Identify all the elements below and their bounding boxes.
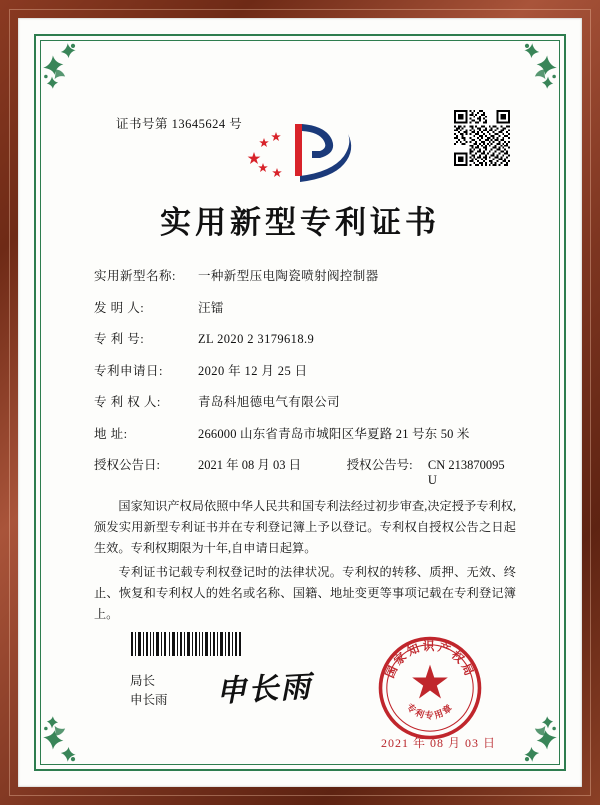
field-row bbox=[94, 329, 516, 347]
field-value: 一种新型压电陶瓷喷射阀控制器 bbox=[198, 269, 379, 283]
signature-title: 局长 bbox=[130, 674, 156, 688]
official-seal bbox=[376, 634, 484, 742]
field-value-2: CN 213870095 U bbox=[427, 458, 505, 487]
field-value: 266000 山东省青岛市城阳区华夏路 21 号东 50 米 bbox=[198, 426, 470, 441]
field-label: 地 址: bbox=[94, 426, 128, 441]
signature-block bbox=[130, 672, 168, 711]
paragraph: 国家知识产权局依照中华人民共和国专利法经过初步审查,决定授予专利权,颁发实用新型专利证书并在专利登记簿上予以登记。专利权自授权公告之日起生效。专利权期限为十年,自申请日起算。 bbox=[94, 499, 516, 555]
field-value: 2021 年 08 月 03 日 bbox=[198, 458, 302, 472]
svg-text:国家知识产权局: 国家知识产权局 bbox=[383, 640, 477, 681]
signature-name: 申长雨 bbox=[130, 693, 168, 708]
emblem-icon bbox=[240, 116, 360, 184]
field-row bbox=[94, 361, 516, 379]
field-row bbox=[94, 392, 516, 410]
field-value: 2020 年 12 月 25 日 bbox=[198, 363, 308, 378]
field-value: 青岛科旭德电气有限公司 bbox=[198, 395, 340, 409]
field-row bbox=[94, 424, 516, 442]
certificate-content bbox=[34, 34, 566, 771]
svg-text:专利专用章: 专利专用章 bbox=[404, 701, 456, 721]
certificate-paper bbox=[18, 18, 582, 787]
field-value: ZL 2020 2 3179618.9 bbox=[198, 332, 315, 346]
patent-office-emblem bbox=[34, 116, 566, 184]
field-label-2: 授权公告号: bbox=[346, 458, 413, 472]
field-row bbox=[94, 266, 516, 284]
certificate-number: 证书号第 13645624 号 bbox=[116, 117, 243, 131]
field-value: 汪镭 bbox=[198, 300, 224, 315]
handwritten-signature: 申长雨 bbox=[215, 669, 314, 710]
certificate-fields bbox=[94, 266, 516, 502]
seal-date: 2021 年 08 月 03 日 bbox=[380, 736, 496, 750]
paragraph: 专利证书记载专利权登记时的法律状况。专利权的转移、质押、无效、终止、恢复和专利权人的姓名或名称、国籍、地址变更等事项记载在专利登记簿上。 bbox=[94, 564, 516, 621]
field-label: 实用新型名称: bbox=[94, 269, 176, 283]
field-label: 专 利 权 人: bbox=[94, 395, 161, 409]
field-row bbox=[94, 298, 516, 316]
field-label: 专利申请日: bbox=[94, 363, 163, 378]
field-label: 专 利 号: bbox=[94, 332, 145, 346]
page-title: 实用新型专利证书 bbox=[160, 205, 440, 240]
field-row-grant bbox=[94, 455, 516, 488]
field-label: 发 明 人: bbox=[94, 300, 145, 315]
legal-text bbox=[94, 496, 516, 628]
barcode-icon bbox=[130, 632, 242, 656]
field-label: 授权公告日: bbox=[94, 458, 160, 472]
